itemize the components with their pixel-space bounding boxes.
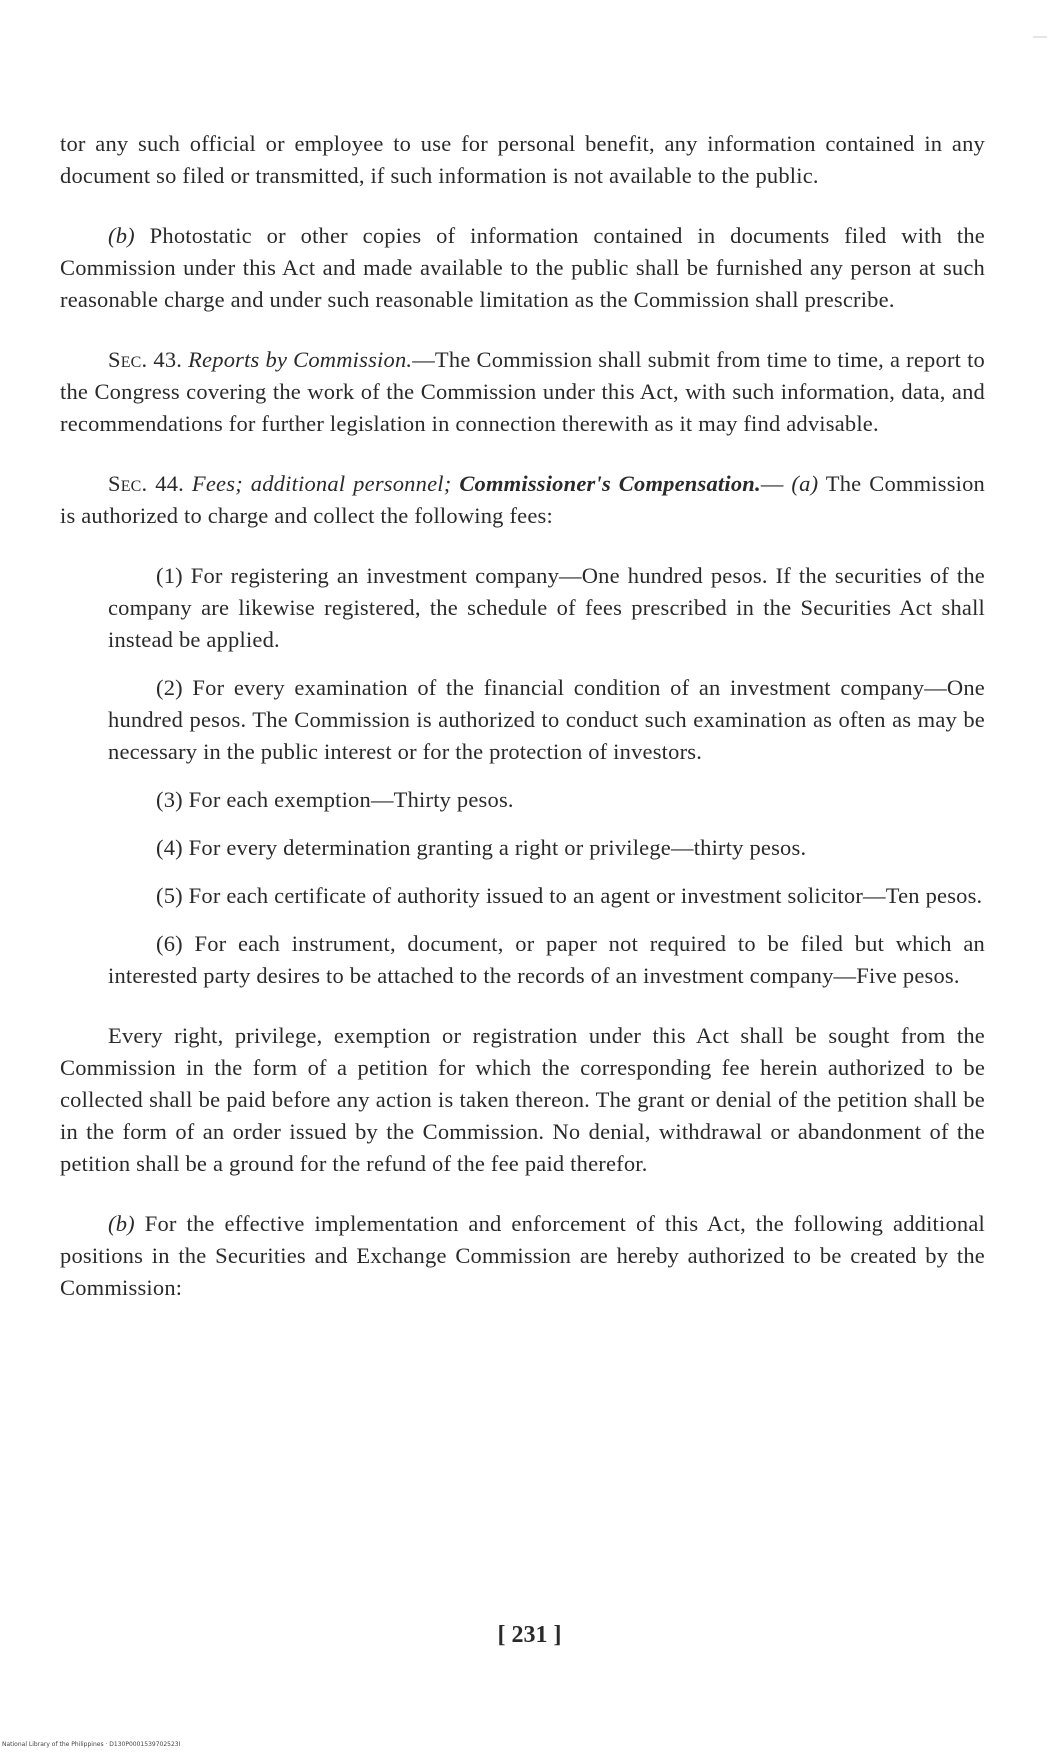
section-number: 44. xyxy=(147,471,192,496)
fee-item-4: (4) For every determination granting a right or privilege—thirty pesos. xyxy=(156,835,807,860)
section-title: Fees; additional personnel; xyxy=(191,471,460,496)
page-number: [ 231 ] xyxy=(497,1622,562,1648)
paragraph-b-photostatic xyxy=(60,220,985,316)
fee-item-1: (1) For registering an investment company—One hundred pesos. If the securities of the company are likewise registered, the schedule of fees prescribed in the Securities Act shall instead be applied. xyxy=(108,563,985,652)
paragraph-every-right: Every right, privilege, exemption or registration under this Act shall be sought from the Commission in the form of a petition for which the corresponding fee herein authorized to be collected shall be paid before any action is taken thereon. The grant or denial of the petition shall be in the form of an order issued by the Commission. No denial, withdrawal or abandonment of the petition shall be a ground for the refund of the fee paid therefor. xyxy=(60,1023,985,1176)
paragraph-continuation: tor any such official or employee to use for personal benefit, any information contained in any document so filed or transmitted, if such information is not available to the public. xyxy=(60,131,985,188)
subsection-label: (b) xyxy=(108,223,135,248)
fee-item-3: (3) For each exemption—Thirty pesos. xyxy=(156,787,514,812)
section-title: Reports by Commission. xyxy=(188,347,413,372)
subsection-label: (b) xyxy=(108,1211,135,1236)
section-dash: — xyxy=(760,471,784,496)
paragraph-b-implementation xyxy=(60,1208,985,1304)
fee-item-5: (5) For each certificate of authority issued to an agent or investment solicitor—Ten pesos. xyxy=(156,883,983,908)
document-page xyxy=(60,128,985,1332)
library-footer: National Library of the Philippines · D130P0001539702523I xyxy=(2,1741,181,1748)
fee-item-6: (6) For each instrument, document, or paper not required to be filed but which an interested party desires to be attached to the records of an investment company—Five pesos. xyxy=(108,931,985,988)
section-number: 43. xyxy=(147,347,189,372)
section-title-bold: Commissioner's Compensation. xyxy=(459,471,761,496)
subsection-label: (a) xyxy=(791,471,819,496)
paragraph-text: Photostatic or other copies of information contained in documents filed with the Commission under this Act and made available to the public shall be furnished any person at such reasonable charge and under such reasonable limitation as the Commission shall prescribe. xyxy=(60,223,985,312)
section-label: Sec. xyxy=(108,471,148,496)
fee-item-2: (2) For every examination of the financial condition of an investment company—One hundred pesos. The Commission is authorized to conduct such examination as often as may be necessary in the public interest or for the protection of investors. xyxy=(108,675,985,764)
paragraph-text: For the effective implementation and enforcement of this Act, the following additional positions in the Securities and Exchange Commission are hereby authorized to be created by the Commission: xyxy=(60,1211,985,1300)
section-label: Sec. xyxy=(108,347,148,372)
scan-corner-mark xyxy=(1033,36,1047,38)
section-text: —The Commission shall submit from time to time, a report to the Congress covering the work of the Commission under this Act, with such information, data, and recommendations for further legislation in connection therewith as it may find advisable. xyxy=(60,347,985,436)
section-text: The Commission is authorized to charge and collect the following fees: xyxy=(60,471,986,528)
section-43 xyxy=(60,344,985,440)
section-44 xyxy=(60,468,985,532)
